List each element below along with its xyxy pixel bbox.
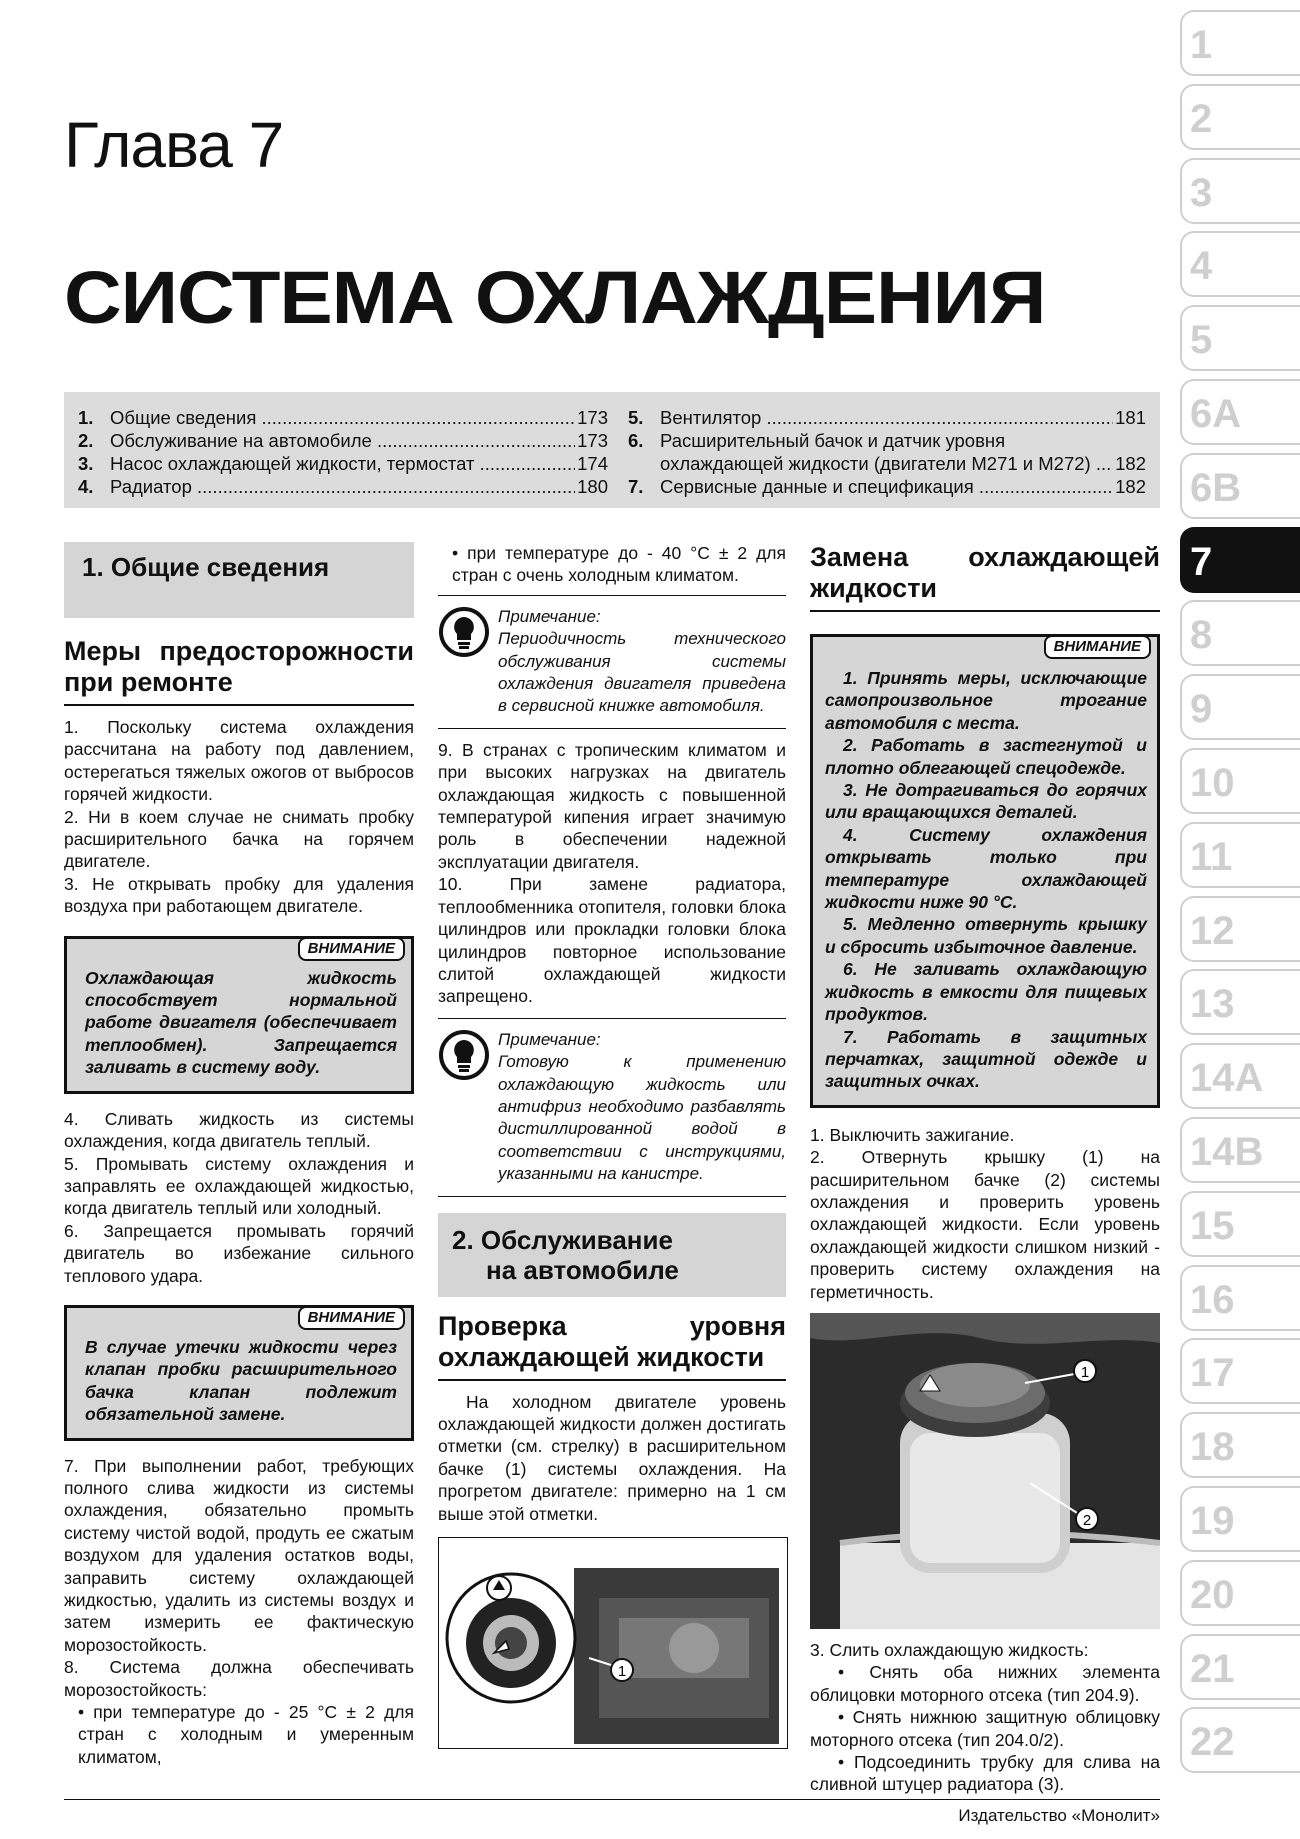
chapter-tab-11[interactable]: 11 xyxy=(1180,822,1300,888)
toc-num: 2. xyxy=(78,430,94,451)
paragraph: • при температуре до - 40 °С ± 2 для стран с очень холодным климатом. xyxy=(452,543,786,586)
chapter-tab-5[interactable]: 5 xyxy=(1180,305,1300,371)
subhead-level-check: Проверка уровня охлаждающей жидкости xyxy=(438,1311,786,1381)
section-2-title xyxy=(438,1213,786,1297)
chapter-tab-4[interactable]: 4 xyxy=(1180,231,1300,297)
chapter-tab-22[interactable]: 22 xyxy=(1180,1707,1300,1773)
subhead-precautions: Меры предосторожности при ремонте xyxy=(64,636,414,706)
chapter-tab-15[interactable]: 15 xyxy=(1180,1191,1300,1257)
chapter-tab-17[interactable]: 17 xyxy=(1180,1338,1300,1404)
toc-text: Насос охлаждающей жидкости, термостат ..... xyxy=(110,452,575,475)
toc-item[interactable] xyxy=(78,406,608,429)
paragraph: 1. Поскольку система охлаждения рассчитана на работу под давлением, остерегаться тяжелых ожогов от выбросов горячей жидкости. xyxy=(64,717,414,805)
paragraph: 2. Ни в коем случае не снимать пробку расширительного бачка на горячем двигателе. xyxy=(64,806,414,872)
chapter-tab-21[interactable]: 21 xyxy=(1180,1634,1300,1700)
toc-text: Общие сведения ..... xyxy=(110,406,575,429)
toc-page: 180 xyxy=(577,476,608,497)
toc-num: 6. xyxy=(628,430,644,451)
divider xyxy=(438,1196,786,1197)
chapter-tab-12[interactable]: 12 xyxy=(1180,896,1300,962)
publisher-footer: Издательство «Монолит» xyxy=(958,1806,1160,1825)
column-2 xyxy=(438,542,786,1749)
chapter-tab-3[interactable]: 3 xyxy=(1180,158,1300,224)
paragraph: 2. Отвернуть крышку (1) на расширительном бачке (2) системы охлаждения и проверить уровень охлаждающей жидкости. Если уровень охлаждающей жидкости слишком низкий - проверить систему охлаждения на герметичность. xyxy=(810,1147,1160,1302)
toc-num: 5. xyxy=(628,407,644,428)
toc-item[interactable] xyxy=(628,452,1146,475)
toc-page: 173 xyxy=(577,430,608,451)
chapter-tab-8[interactable]: 8 xyxy=(1180,600,1300,666)
toc-text: Обслуживание на автомобиле ..... xyxy=(110,429,575,452)
divider xyxy=(438,1018,786,1019)
engine-photo-image xyxy=(439,1538,787,1748)
paragraph: • Снять оба нижних элемента облицовки моторного отсека (тип 204.9). xyxy=(810,1662,1160,1705)
warning-label: ВНИМАНИЕ xyxy=(298,1306,405,1330)
toc-text: охлаждающей жидкости (двигатели M271 и M272) ..... xyxy=(660,452,1113,475)
note-box xyxy=(438,606,786,718)
coolant-tank-photo-image xyxy=(810,1313,1160,1629)
chapter-tab-19[interactable]: 19 xyxy=(1180,1486,1300,1552)
paragraph: 4. Сливать жидкость из системы охлаждения, когда двигатель теплый. xyxy=(64,1108,414,1152)
toc-text: Сервисные данные и спецификация ..... xyxy=(660,475,1113,498)
lightbulb-icon xyxy=(438,606,490,658)
chapter-tab-14a[interactable]: 14A xyxy=(1180,1043,1300,1109)
divider xyxy=(438,728,786,729)
warning-item: 6. Не заливать охлаждающую жидкость в емкости для пищевых продуктов. xyxy=(825,959,1147,1025)
paragraph: • Снять нижнюю защитную облицовку моторного отсека (тип 204.0/2). xyxy=(810,1707,1160,1750)
warning-box xyxy=(810,634,1160,1108)
chapter-tab-16[interactable]: 16 xyxy=(1180,1265,1300,1331)
lightbulb-icon xyxy=(438,1029,490,1081)
toc-item[interactable] xyxy=(78,475,608,498)
figure-coolant-tank xyxy=(810,1313,1160,1629)
toc-page: 181 xyxy=(1115,407,1146,428)
chapter-tab-20[interactable]: 20 xyxy=(1180,1560,1300,1626)
warning-box xyxy=(64,1305,414,1441)
chapter-tab-2[interactable]: 2 xyxy=(1180,84,1300,150)
paragraph: 3. Слить охлаждающую жидкость: xyxy=(810,1639,1089,1660)
warning-label: ВНИМАНИЕ xyxy=(298,937,405,961)
toc-item[interactable] xyxy=(78,429,608,452)
paragraph: 6. Запрещается промывать горячий двигатель во избежание сильного теплового удара. xyxy=(64,1220,414,1286)
chapter-tab-13[interactable]: 13 xyxy=(1180,969,1300,1035)
chapter-tab-6a[interactable]: 6A xyxy=(1180,379,1300,445)
warning-item: 3. Не дотрагиваться до горячих или вращающихся деталей. xyxy=(825,780,1147,823)
chapter-tab-7[interactable]: 7 xyxy=(1180,527,1300,593)
note-label: Примечание: xyxy=(498,1029,601,1049)
toc-page: 174 xyxy=(577,453,608,474)
paragraph: 10. При замене радиатора, теплообменника отопителя, головки блока цилиндров или прокладки головки блока цилиндров повторное использование слитой охлаждающей жидкости запрещено. xyxy=(438,874,786,1007)
note-text: Периодичность технического обслуживания системы охлаждения двигателя приведена в сервисной книжке автомобиля. xyxy=(498,629,786,716)
section-1-title: 1. Общие сведения xyxy=(64,542,414,618)
chapter-tab-10[interactable]: 10 xyxy=(1180,748,1300,814)
column-1 xyxy=(64,542,414,1768)
toc-text: Расширительный бачок и датчик уровня xyxy=(660,430,1006,451)
warning-item: 1. Принять меры, исключающие самопроизвольное трогание автомобиля с места. xyxy=(825,668,1147,733)
paragraph: • Подсоединить трубку для слива на сливной штуцер радиатора (3). xyxy=(810,1752,1160,1795)
footer-rule xyxy=(64,1799,1160,1800)
figure-label-1: 1 xyxy=(1080,1363,1090,1381)
section-2-title-line: на автомобиле xyxy=(486,1254,679,1285)
column-3 xyxy=(810,542,1160,1796)
figure-label-1: 1 xyxy=(617,1663,627,1680)
toc-num: 7. xyxy=(628,476,644,497)
warning-text: В случае утечки жидкости через клапан пробки расширительного бачка клапан подлежит обязательной замене. xyxy=(85,1336,397,1425)
warning-text: Охлаждающая жидкость способствует нормальной работе двигателя (обеспечивает теплообмен). Запрещается заливать в систему воду. xyxy=(85,967,397,1078)
toc-item[interactable] xyxy=(628,406,1146,429)
toc-num xyxy=(628,452,660,475)
warning-label: ВНИМАНИЕ xyxy=(1044,635,1151,659)
paragraph: 9. В странах с тропическим климатом и при высоких нагрузках на двигатель охлаждающая жидкость с повышенной температурой кипения играет значимую роль в обеспечении надежной эксплуатации двигателя. xyxy=(438,739,786,872)
figure-level-check xyxy=(438,1537,788,1749)
toc-num: 3. xyxy=(78,453,94,474)
paragraph: 5. Промывать систему охлаждения и заправлять ее охлаждающей жидкостью, когда двигатель теплый или холодный. xyxy=(64,1153,414,1219)
table-of-contents xyxy=(64,392,1160,508)
toc-text: Вентилятор ..... xyxy=(660,406,1113,429)
toc-num: 1. xyxy=(78,407,94,428)
toc-item[interactable] xyxy=(628,429,1146,452)
warning-item: 5. Медленно отвернуть крышку и сбросить избыточное давление. xyxy=(825,914,1147,957)
toc-text: Радиатор ..... xyxy=(110,475,575,498)
toc-item[interactable] xyxy=(78,452,608,475)
paragraph: 8. Система должна обеспечивать морозостойкость: xyxy=(64,1657,414,1700)
note-box xyxy=(438,1029,786,1186)
toc-num: 4. xyxy=(78,476,94,497)
note-text: Готовую к применению охлаждающую жидкость или антифриз необходимо разбавлять дистиллированной водой в соответствии с инструкциями, указанными на канистре. xyxy=(498,1052,786,1184)
toc-page: 182 xyxy=(1115,476,1146,497)
toc-left-column xyxy=(78,406,608,498)
paragraph: • при температуре до - 25 °С ± 2 для стран с холодным и умеренным климатом, xyxy=(78,1702,414,1767)
paragraph: 1. Выключить зажигание. xyxy=(810,1124,1015,1145)
paragraph: 7. При выполнении работ, требующих полного слива жидкости из системы охлаждения, обязательно промыть систему чистой водой, продуть ее сжатым воздухом для удаления остатков воды, заправить систему охлаждающей жидкостью, удалить из системы воздух и затем измерить ее фактическую морозостойкость. xyxy=(64,1455,414,1655)
warning-item: 4. Систему охлаждения открывать только при температуре охлаждающей жидкости ниже 90 °С. xyxy=(825,824,1147,913)
toc-page: 173 xyxy=(577,407,608,428)
chapter-tab-6b[interactable]: 6B xyxy=(1180,453,1300,519)
toc-right-column xyxy=(628,406,1146,498)
chapter-tab-1[interactable]: 1 xyxy=(1180,10,1300,76)
chapter-tab-18[interactable]: 18 xyxy=(1180,1412,1300,1478)
warning-box xyxy=(64,936,414,1094)
chapter-label: Глава 7 xyxy=(64,109,284,181)
toc-page: 182 xyxy=(1115,453,1146,474)
chapter-title: СИСТЕМА ОХЛАЖДЕНИЯ xyxy=(64,256,1046,339)
chapter-tab-14b[interactable]: 14B xyxy=(1180,1117,1300,1183)
section-2-title-line: 2. Обслуживание xyxy=(452,1224,673,1255)
toc-item[interactable] xyxy=(628,475,1146,498)
subhead-coolant-replace: Замена охлаждающей жидкости xyxy=(810,542,1160,612)
figure-label-2: 2 xyxy=(1082,1511,1092,1529)
note-label: Примечание: xyxy=(498,606,601,626)
paragraph: На холодном двигателе уровень охлаждающей жидкости должен достигать отметки (см. стрелку) в расширительном бачке (1) системы охлаждения. На прогретом двигателе: примерно на 1 см выше этой отметки. xyxy=(438,1391,786,1524)
warning-item: 2. Работать в застегнутой и плотно облегающей спецодежде. xyxy=(825,735,1147,778)
divider xyxy=(438,595,786,596)
chapter-tab-9[interactable]: 9 xyxy=(1180,674,1300,740)
paragraph: 3. Не открывать пробку для удаления воздуха при работающем двигателе. xyxy=(64,873,414,917)
warning-item: 7. Работать в защитных перчатках, защитной одежде и защитных очках. xyxy=(825,1026,1147,1092)
